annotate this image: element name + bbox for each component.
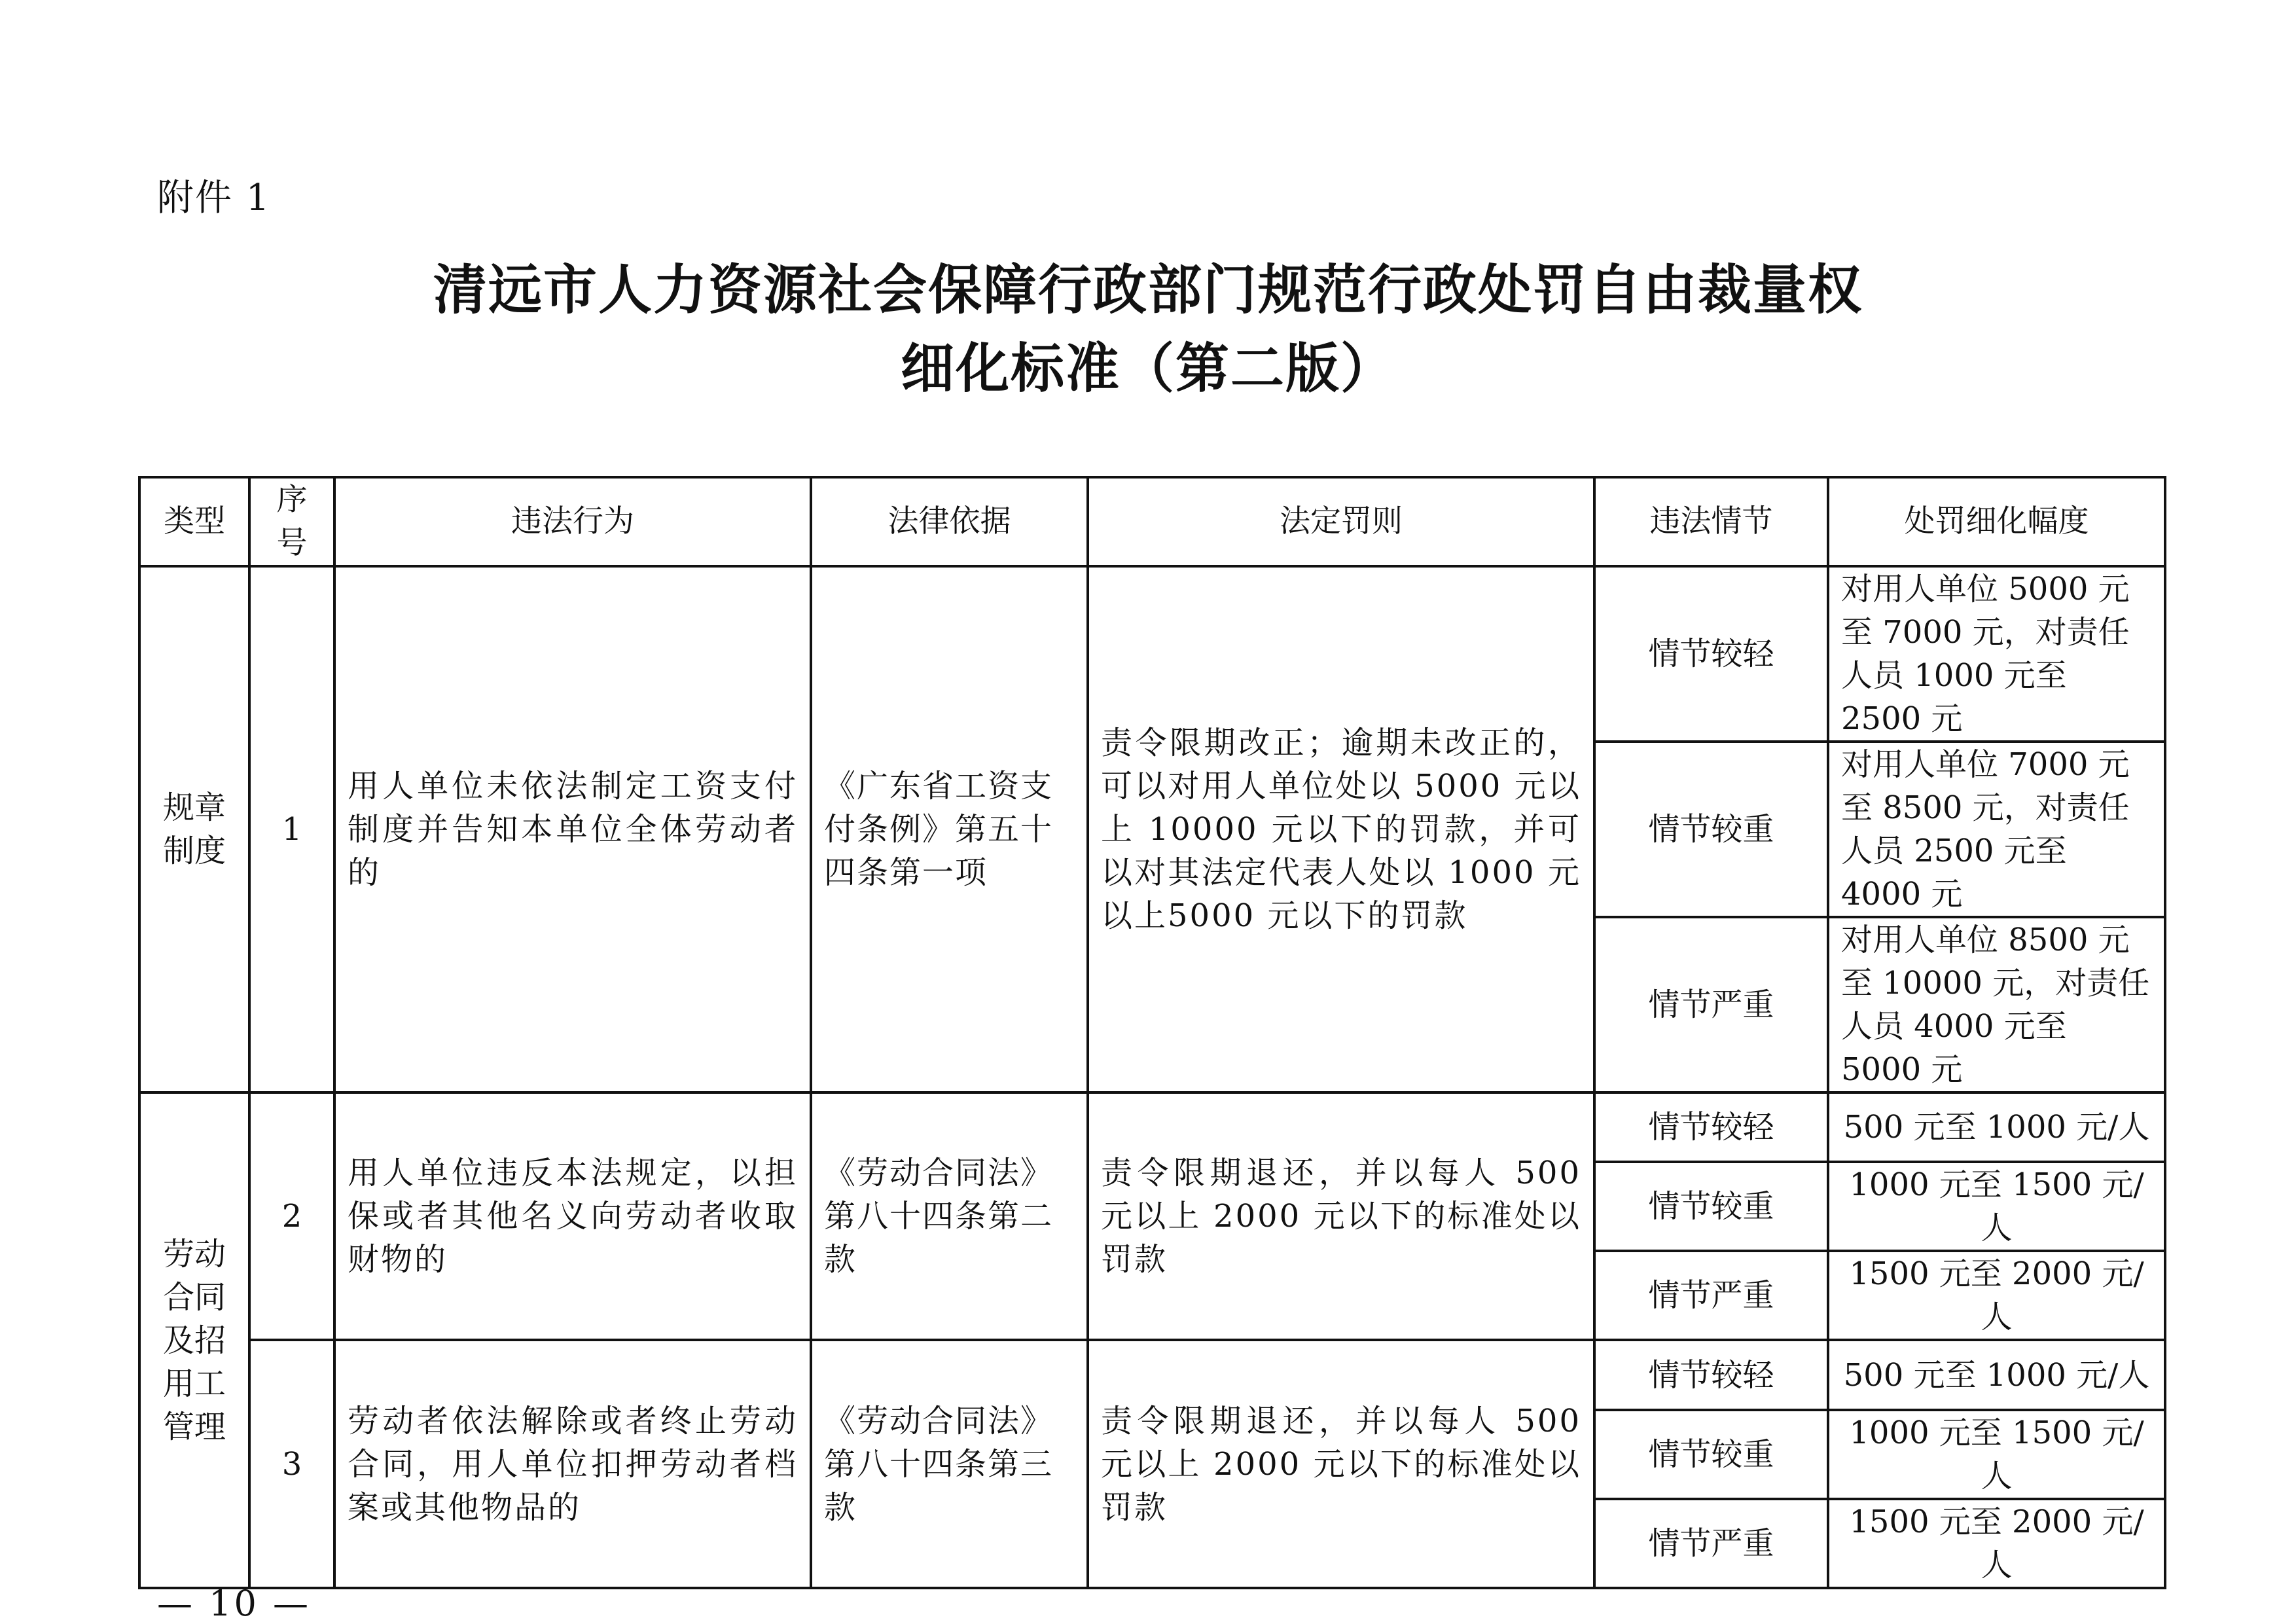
penalty-range-cell: 对用人单位 8500 元至 10000 元，对责任人员 4000 元至 5000 元 <box>1828 917 2165 1092</box>
circumstance-cell: 情节严重 <box>1594 1499 1828 1588</box>
statutory-penalty-cell: 责令限期退还，并以每人 500 元以上 2000 元以下的标准处以罚款 <box>1088 1340 1594 1588</box>
item-number-cell: 1 <box>249 566 334 1092</box>
page-number: — 10 — <box>157 1583 312 1624</box>
column-header-violation: 违法行为 <box>334 477 811 566</box>
category-cell <box>139 1092 249 1588</box>
category-label: 劳动合同及招用工管理 <box>162 1235 226 1445</box>
circumstance-cell: 情节较重 <box>1594 1162 1828 1251</box>
penalty-range-cell: 对用人单位 5000 元至 7000 元，对责任人员 1000 元至 2500 元 <box>1828 566 2165 742</box>
penalty-range-cell: 500 元至 1000 元/人 <box>1828 1092 2165 1162</box>
table-header-row <box>139 477 2165 566</box>
legal-basis-cell: 《劳动合同法》第八十四条第二款 <box>811 1092 1088 1340</box>
document-title-line-2: 细化标准（第二版） <box>900 338 1395 400</box>
penalty-range-cell: 1500 元至 2000 元/人 <box>1828 1251 2165 1340</box>
statutory-penalty-cell: 责令限期退还，并以每人 500 元以上 2000 元以下的标准处以罚款 <box>1088 1092 1594 1340</box>
circumstance-cell: 情节严重 <box>1594 917 1828 1092</box>
circumstance-cell: 情节较轻 <box>1594 1340 1828 1410</box>
circumstance-cell: 情节较轻 <box>1594 566 1828 742</box>
column-header-type: 类型 <box>139 477 249 566</box>
circumstance-cell: 情节较轻 <box>1594 1092 1828 1162</box>
column-header-circumstance: 违法情节 <box>1594 477 1828 566</box>
penalty-range-cell: 1000 元至 1500 元/人 <box>1828 1410 2165 1499</box>
legal-basis-cell: 《劳动合同法》第八十四条第三款 <box>811 1340 1088 1588</box>
table-row <box>139 566 2165 742</box>
item-number-cell: 3 <box>249 1340 334 1588</box>
violation-cell: 劳动者依法解除或者终止劳动合同，用人单位扣押劳动者档案或其他物品的 <box>334 1340 811 1588</box>
penalty-standards-table <box>138 476 2166 1589</box>
penalty-range-cell: 1500 元至 2000 元/人 <box>1828 1499 2165 1588</box>
circumstance-cell: 情节严重 <box>1594 1251 1828 1340</box>
attachment-label: 附件 1 <box>157 177 271 219</box>
document-title-line-1: 清远市人力资源社会保障行政部门规范行政处罚自由裁量权 <box>433 259 1863 321</box>
category-cell <box>139 566 249 1092</box>
column-header-penalty-range: 处罚细化幅度 <box>1828 477 2165 566</box>
circumstance-cell: 情节较重 <box>1594 1410 1828 1499</box>
violation-cell: 用人单位违反本法规定，以担保或者其他名义向劳动者收取财物的 <box>334 1092 811 1340</box>
table-row <box>139 1340 2165 1410</box>
statutory-penalty-cell: 责令限期改正；逾期未改正的，可以对用人单位处以 5000 元以上 10000 元以下的罚款，并可以对其法定代表人处以 1000 元以上5000 元以下的罚款 <box>1088 566 1594 1092</box>
legal-basis-cell: 《广东省工资支付条例》第五十四条第一项 <box>811 566 1088 1092</box>
column-header-statutory-penalty: 法定罚则 <box>1088 477 1594 566</box>
penalty-range-cell: 500 元至 1000 元/人 <box>1828 1340 2165 1410</box>
item-number-cell: 2 <box>249 1092 334 1340</box>
penalty-range-cell: 对用人单位 7000 元至 8500 元，对责任人员 2500 元至 4000 元 <box>1828 742 2165 917</box>
circumstance-cell: 情节较重 <box>1594 742 1828 917</box>
column-header-number: 序号 <box>249 477 334 566</box>
violation-cell: 用人单位未依法制定工资支付制度并告知本单位全体劳动者的 <box>334 566 811 1092</box>
category-label: 规章制度 <box>162 789 226 869</box>
column-header-legal-basis: 法律依据 <box>811 477 1088 566</box>
table-row <box>139 1092 2165 1162</box>
penalty-range-cell: 1000 元至 1500 元/人 <box>1828 1162 2165 1251</box>
